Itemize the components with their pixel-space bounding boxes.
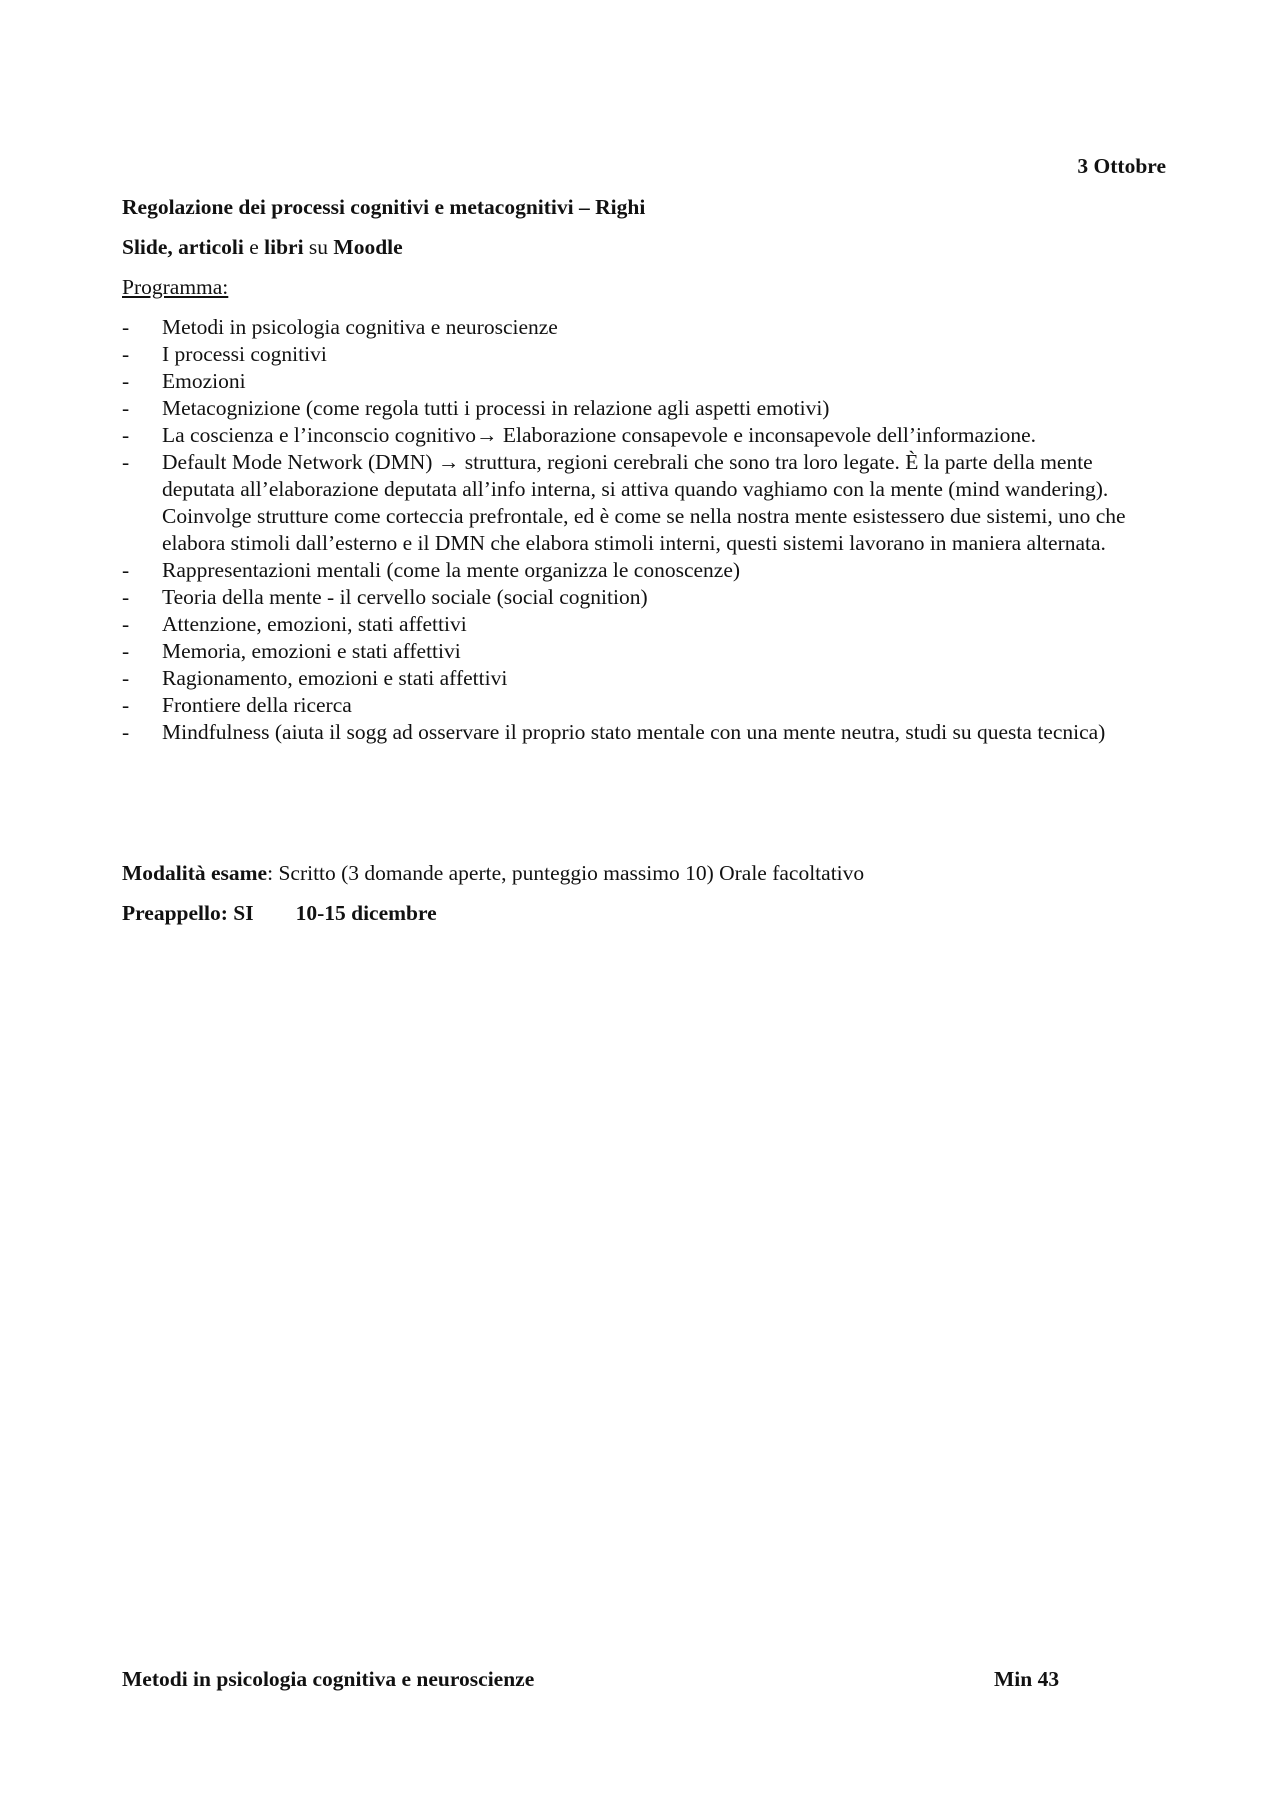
program-item-text: I processi cognitivi bbox=[162, 342, 327, 366]
program-item-text: Default Mode Network (DMN) → struttura, regioni cerebrali che sono tra loro legate. È la parte della mente deputata all’elaborazione deputata all’info interna, si attiva quando vaghiamo con la mente (mind wandering). Coinvolge strutture come corteccia prefrontale, ed è come se nella nostra mente esistessero due sistemi, uno che elabora stimoli dall’esterno e il DMN che elabora stimoli interni, questi sistemi lavorano in maniera alternata. bbox=[162, 450, 1126, 555]
program-list bbox=[122, 314, 1162, 746]
program-item bbox=[122, 665, 1162, 692]
exam-mode bbox=[122, 860, 864, 887]
program-item bbox=[122, 341, 1162, 368]
exam-mode-text: : Scritto (3 domande aperte, punteggio massimo 10) Orale facoltativo bbox=[267, 861, 865, 885]
program-item bbox=[122, 395, 1162, 422]
list-dash: - bbox=[122, 558, 130, 582]
program-item bbox=[122, 557, 1162, 584]
program-item bbox=[122, 719, 1162, 746]
program-item-text: Attenzione, emozioni, stati affettivi bbox=[162, 612, 467, 636]
program-item-text: Metodi in psicologia cognitiva e neuroscienze bbox=[162, 315, 558, 339]
exam-mode-label: Modalità esame bbox=[122, 861, 268, 885]
program-item-text: Frontiere della ricerca bbox=[162, 693, 352, 717]
list-dash: - bbox=[122, 612, 130, 636]
date-heading: 3 Ottobre bbox=[1077, 154, 1166, 178]
program-item bbox=[122, 611, 1162, 638]
course-title: Regolazione dei processi cognitivi e metacognitivi – Righi bbox=[122, 195, 646, 219]
list-dash: - bbox=[122, 369, 130, 393]
program-item-text: Emozioni bbox=[162, 369, 246, 393]
program-item-text: Ragionamento, emozioni e stati affettivi bbox=[162, 666, 508, 690]
program-item bbox=[122, 692, 1162, 719]
program-item-text: Metacognizione (come regola tutti i processi in relazione agli aspetti emotivi) bbox=[162, 396, 830, 420]
preappello-label: Preappello: SI bbox=[122, 901, 254, 925]
resources-books: libri bbox=[264, 235, 304, 259]
footer-minute-marker: Min 43 bbox=[994, 1667, 1060, 1691]
list-dash: - bbox=[122, 720, 130, 744]
preappello-dates: 10-15 dicembre bbox=[295, 901, 437, 925]
program-item-text: Rappresentazioni mentali (come la mente organizza le conoscenze) bbox=[162, 558, 741, 582]
list-dash: - bbox=[122, 396, 130, 420]
program-item bbox=[122, 449, 1162, 557]
list-dash: - bbox=[122, 693, 130, 717]
resources-on: su bbox=[303, 235, 334, 259]
list-dash: - bbox=[122, 342, 130, 366]
program-item-text: Memoria, emozioni e stati affettivi bbox=[162, 639, 461, 663]
list-dash: - bbox=[122, 450, 130, 474]
list-dash: - bbox=[122, 585, 130, 609]
program-item bbox=[122, 368, 1162, 395]
program-item bbox=[122, 422, 1162, 449]
footer-section-title: Metodi in psicologia cognitiva e neuroscienze bbox=[122, 1667, 535, 1691]
list-dash: - bbox=[122, 315, 130, 339]
preappello-line bbox=[122, 900, 437, 927]
resources-moodle: Moodle bbox=[333, 235, 403, 259]
program-item bbox=[122, 314, 1162, 341]
resources-and: e bbox=[243, 235, 265, 259]
program-item-text: Mindfulness (aiuta il sogg ad osservare il proprio stato mentale con una mente neutra, studi su questa tecnica) bbox=[162, 720, 1106, 744]
program-item-text: La coscienza e l’inconscio cognitivo→ Elaborazione consapevole e inconsapevole dell’informazione. bbox=[162, 423, 1036, 447]
program-label: Programma: bbox=[122, 275, 229, 299]
list-dash: - bbox=[122, 666, 130, 690]
program-item bbox=[122, 638, 1162, 665]
list-dash: - bbox=[122, 639, 130, 663]
list-dash: - bbox=[122, 423, 130, 447]
program-item-text: Teoria della mente - il cervello sociale (social cognition) bbox=[162, 585, 648, 609]
program-item bbox=[122, 584, 1162, 611]
resources-slides-articles: Slide, articoli bbox=[122, 235, 244, 259]
resources-line bbox=[122, 234, 403, 261]
